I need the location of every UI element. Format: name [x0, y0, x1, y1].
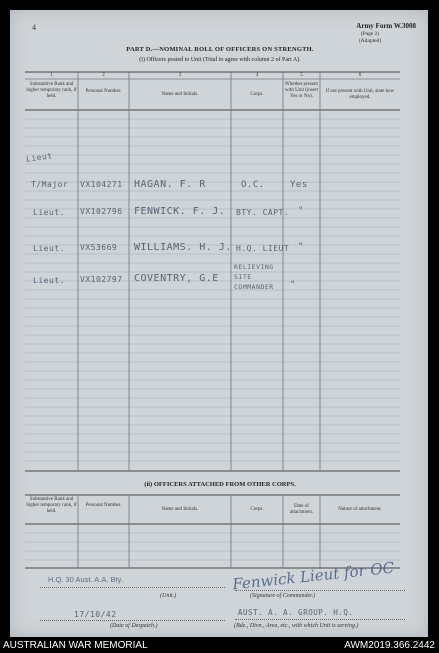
col-number-5: 5 — [300, 73, 303, 78]
entry-3-corps: H.Q. LIEUT — [236, 244, 290, 253]
header-ii-rank: Substantive Rank and higher temporary rank, if held. — [26, 497, 77, 514]
signature-rule — [235, 590, 405, 591]
header-ii-date: Date of attachment. — [289, 504, 314, 515]
entry-1-rank-note: Lieut — [25, 151, 54, 164]
entry-2-name: FENWICK. F. J. — [134, 206, 226, 217]
col-number-6: 6 — [358, 73, 362, 78]
entry-1-present: Yes — [290, 180, 308, 190]
entry-4-name: COVENTRY, G.E — [134, 273, 219, 284]
entry-1-corps: O.C. — [241, 180, 265, 190]
header-corps: Corps. — [250, 92, 264, 97]
archive-caption-bar — [0, 637, 439, 653]
form-page — [10, 10, 428, 637]
header-present: Whether present with Unit (insert Yes or No). — [284, 82, 319, 99]
form-adapted-note: (Adapted) — [358, 38, 382, 44]
col-number-1: 1 — [50, 73, 53, 78]
commander-signature: Fenwick Lieut for OC — [231, 558, 395, 594]
header-name: Name and Initials. — [161, 92, 199, 97]
formation-rule — [235, 619, 405, 620]
entry-4-present: " — [290, 280, 296, 290]
part-d-title: PART D.—NOMINAL ROLL OF OFFICERS ON STRENGTH. — [126, 46, 314, 53]
entry-2-corps: BTY. CAPT. — [236, 208, 290, 217]
entry-4-number: VX102797 — [80, 275, 123, 284]
form-page-number: (Page 2) — [360, 31, 380, 37]
part-ii-title: (ii) OFFICERS ATTACHED FROM OTHER CORPS. — [144, 481, 296, 488]
archive-name: AUSTRALIAN WAR MEMORIAL — [3, 640, 148, 651]
entry-1-number: VX104271 — [80, 180, 123, 189]
header-ii-nature: Nature of attachment. — [338, 507, 382, 512]
entry-2-number: VX102796 — [80, 207, 123, 216]
entry-2-rank: Lieut. — [33, 208, 65, 217]
header-not-present: If not present with Unit, state how employed. — [325, 89, 395, 100]
formation-label: (Bde., Divn., Area, etc., with which Unit is serving.) — [234, 623, 359, 629]
page-mark: 4 — [32, 23, 36, 32]
entry-3-rank: Lieut. — [33, 244, 65, 253]
col-number-4: 4 — [255, 73, 259, 78]
date-rule — [40, 620, 225, 621]
header-ii-name: Name and Initials. — [161, 507, 199, 512]
archive-reference: AWM2019.366.2442 — [344, 640, 435, 651]
date-value: 17/10/42 — [74, 610, 117, 619]
formation-value: AUST. A. A. GROUP. H.Q. — [238, 608, 354, 617]
unit-rule — [40, 587, 225, 588]
header-personal-number: Personal Number. — [85, 89, 122, 94]
entry-1-rank: T/Major — [31, 180, 69, 189]
header-ii-personal-number: Personal Number. — [85, 503, 122, 508]
col-number-2: 2 — [102, 73, 105, 78]
part-d-subtitle: (i) Officers posted to Unit (Total to agree with column 2 of Part A). — [139, 57, 301, 63]
entry-3-name: WILLIAMS. H. J. — [134, 242, 232, 253]
entry-1-name: HAGAN. F. R — [134, 179, 206, 190]
col-number-3: 3 — [178, 73, 182, 78]
entry-4-corps: RELIEVING SITE COMMANDER — [234, 263, 274, 291]
entry-4-rank: Lieut. — [33, 276, 65, 285]
unit-value: H.Q. 30 Aust. A.A. Bty. — [48, 575, 123, 584]
date-label: (Date of Despatch.) — [110, 623, 158, 629]
entry-3-present: " — [298, 242, 304, 252]
unit-label: (Unit.) — [160, 593, 177, 599]
entry-2-present: " — [298, 206, 304, 216]
entry-3-number: VX53669 — [80, 243, 118, 252]
form-number: Army Form W.3008 — [356, 22, 416, 30]
signature-label: (Signature of Commander.) — [250, 593, 316, 599]
header-ii-corps: Corps. — [250, 507, 264, 512]
header-rank: Substantive Rank and higher temporary rank, if held. — [26, 82, 77, 99]
table-ruling — [10, 10, 428, 637]
